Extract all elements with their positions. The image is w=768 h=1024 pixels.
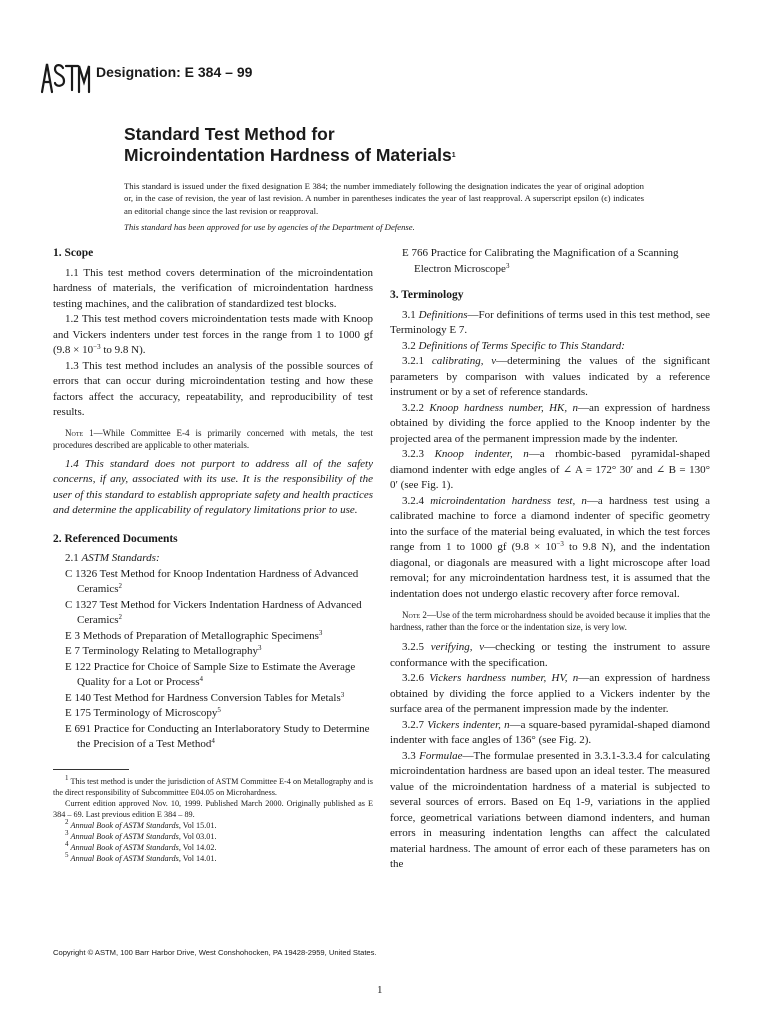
footnote-item: $^3$ Annual Book of ASTM Standards, Vol 03.01. bbox=[65, 828, 217, 841]
reference-item: E 691 Practice for Conducting an Interlaboratory Study to Determine the Precision of a Test Method$^4$ bbox=[65, 722, 370, 751]
left-column bbox=[53, 246, 373, 864]
reference-item: C 1327 Test Method for Vickers Indentation Hardness of Advanced Ceramics$^2$ bbox=[65, 598, 362, 627]
reference-item: E 122 Practice for Choice of Sample Size to Estimate the Average Quality for a Lot or Process$^4$ bbox=[65, 660, 356, 689]
paragraph-3-2-7: 3.2.7 Vickers indenter, n—a square-based pyramidal-shaped diamond indenter with face angles of 136° (see Fig. 2). bbox=[390, 718, 711, 747]
paragraph-3-2-2: 3.2.2 Knoop hardness number, HK, n—an expression of hardness obtained by dividing the force applied to the Knoop indenter by the projected area of the permanent impression made by the indenter. bbox=[390, 401, 710, 445]
paragraph-1-1: 1.1 This test method covers determination of the microindentation hardness of materials, the verification of microindentation hardness testing machines, and the calibration of standardized test blocks. bbox=[53, 266, 373, 310]
paragraph-3-2-3: 3.2.3 Knoop indenter, n—a rhombic-based pyramidal-shaped diamond indenter with edge angles of ∠ A = 172° 30′ and ∠ B = 130° 0′ (see Fig. 1). bbox=[390, 448, 711, 491]
paragraph-1-2: 1.2 This test method covers microindentation tests made with Knoop and Vickers indenters under test forces in the range from 1 to 1000 gf ($9.8 \times 10^{-3}$ to 9.8 N). bbox=[53, 313, 373, 356]
reference-item-e766: E 766 Practice for Calibrating the Magnification of a Scanning Electron Microscope$^3$ bbox=[402, 247, 679, 275]
designation: Designation: E 384 – 99 bbox=[96, 64, 253, 80]
footnote-1: $^1$ This test method is under the jurisdiction of ASTM Committee E-4 on Metallography and is the direct responsibility of Subcommittee E04.05 on Microhardness. bbox=[53, 773, 373, 797]
paragraph-3-3: 3.3 Formulae—The formulae presented in 3.3.1-3.3.4 for calculating microindentation hardness are based upon an ideal tester. The measured value of the microindentation hardness of a material is subjected to several sources of errors. Based on Eq 1-9, variations in the applied force, geometrical variations between diamond indenters, and human errors in measuring indentation lengths can affect the calculated material hardness. The amount of error each of these parameters has on the bbox=[390, 749, 710, 871]
dod-approval-note: This standard has been approved for use by agencies of the Department of Defense. bbox=[124, 222, 415, 232]
copyright-notice: Copyright © ASTM, 100 Barr Harbor Drive, West Conshohocken, PA 19428-2959, United States. bbox=[53, 948, 377, 957]
title-line-2: Microindentation Hardness of Materials$^1$ bbox=[124, 145, 456, 165]
footnote-list bbox=[53, 817, 373, 864]
paragraph-3-2-1: 3.2.1 calibrating, v—determining the values of the significant parameters by comparison with values indicated by a reference instrument or by a set of reference standards. bbox=[390, 355, 710, 398]
paragraph-1-4: 1.4 This standard does not purport to address all of the safety concerns, if any, associated with its use. It is the responsibility of the user of this standard to establish appropriate safety and health practices and determine the applicability of regulatory limitations prior to use. bbox=[53, 457, 373, 517]
footnote-item: $^2$ Annual Book of ASTM Standards, Vol 15.01. bbox=[65, 817, 217, 830]
footnote-item: $^4$ Annual Book of ASTM Standards, Vol 14.02. bbox=[65, 839, 217, 852]
footnote-1-edition: Current edition approved Nov. 10, 1999. Published March 2000. Originally published as E 384 – 69. Last previous edition E 384 – 89. bbox=[53, 798, 373, 819]
reference-item: E 140 Test Method for Hardness Conversion Tables for Metals$^3$ bbox=[65, 690, 345, 704]
reference-item: E 3 Methods of Preparation of Metallographic Specimens$^3$ bbox=[65, 628, 323, 642]
reference-item: E 7 Terminology Relating to Metallography$^3$ bbox=[65, 644, 262, 658]
note-2: Note 2—Use of the term microhardness should be avoided because it implies that the hardness, rather than the force or the indentation size, is very low. bbox=[390, 610, 710, 633]
reference-item: E 175 Terminology of Microscopy$^5$ bbox=[65, 706, 221, 720]
reference-item: C 1326 Test Method for Knoop Indentation Hardness of Advanced Ceramics$^2$ bbox=[65, 567, 359, 596]
title-line-1: Standard Test Method for bbox=[124, 124, 335, 144]
section-heading-scope: 1. Scope bbox=[53, 247, 94, 259]
paragraph-3-2-5: 3.2.5 verifying, v—checking or testing the instrument to assure conformance with the specification. bbox=[390, 641, 711, 669]
document-title bbox=[124, 124, 456, 166]
astm-logo bbox=[38, 56, 92, 98]
page-number: 1 bbox=[377, 984, 383, 996]
title-footnote-mark: 1 bbox=[451, 152, 456, 159]
section-heading-referenced-documents: 2. Referenced Documents bbox=[53, 532, 178, 545]
footnote-item: $^5$ Annual Book of ASTM Standards, Vol 14.01. bbox=[65, 850, 217, 863]
footnote-divider bbox=[53, 769, 129, 770]
section-heading-terminology: 3. Terminology bbox=[390, 289, 464, 301]
footnotes bbox=[53, 773, 373, 864]
paragraph-3-2-6: 3.2.6 Vickers hardness number, HV, n—an expression of hardness obtained by dividing the force applied to a Vickers indenter by the surface area of the permanent impression made by the indenter. bbox=[390, 672, 710, 716]
paragraph-3-1: 3.1 Definitions—For definitions of terms used in this test method, see Terminology E 7. bbox=[390, 308, 710, 336]
referenced-documents-list bbox=[53, 567, 373, 753]
paragraph-3-2: 3.2 Definitions of Terms Specific to This Standard: bbox=[402, 339, 625, 352]
standard-issuance-note: This standard is issued under the fixed designation E 384; the number immediately following the designation indicates the year of original adoption or, in the case of revision, the year of last revision. A number in parentheses indicates the year of last reapproval. A superscript epsilon (ϵ) indicates an editorial change since the last revision or reapproval. bbox=[124, 181, 644, 216]
paragraph-3-2-4: 3.2.4 microindentation hardness test, n—a hardness test using a calibrated machine to force a diamond indenter of specific geometry into the surface of the material being evaluated, in which the test forces range from 1 to 1000 gf ($9.8 \times 10^{-3}$ to 9.8 N), and the indentation diagonal, or diagonals are measured with a light microscope after load removal; for any microindentation hardness test, it is assumed that the indentation does not undergo elastic recovery after force removal. bbox=[390, 494, 710, 600]
paragraph-1-3: 1.3 This test method includes an analysis of the possible sources of errors that can occur during microindentation testing and how these factors affect the accuracy, repeatability, and reproducibility of test results. bbox=[53, 359, 373, 418]
right-column bbox=[390, 246, 710, 873]
note-1: Note 1—While Committee E-4 is primarily concerned with metals, the test procedures described are applicable to other materials. bbox=[53, 427, 373, 450]
paragraph-2-1: 2.1 ASTM Standards: bbox=[65, 552, 160, 565]
